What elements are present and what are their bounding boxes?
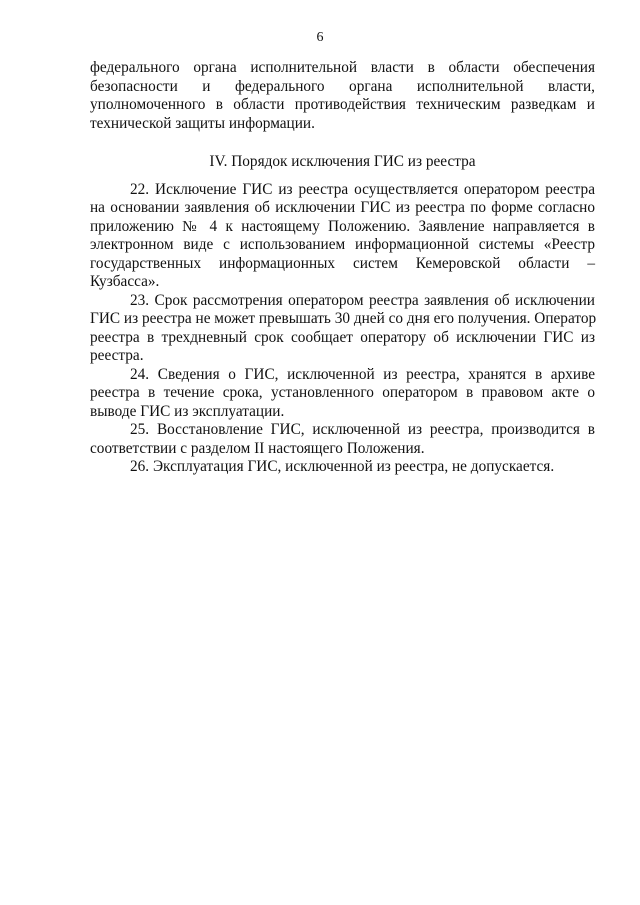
section-heading: IV. Порядок исключения ГИС из реестра <box>209 153 476 170</box>
text-line: федерального органа исполнительной власти в области обеспечения <box>90 59 595 76</box>
paragraph-25 <box>90 421 595 458</box>
paragraph-23 <box>90 292 595 366</box>
document-body <box>90 59 595 477</box>
text-line: на основании заявления об исключении ГИС из реестра по форме согласно <box>90 199 595 216</box>
text-line: уполномоченного в области противодействия техническим разведкам и <box>90 96 595 113</box>
text-line: реестра в трехдневный срок сообщает оператору об исключении ГИС из <box>90 328 595 346</box>
text-line: электронном виде с использованием информационной системы «Реестр <box>90 236 595 253</box>
text-line: выводе ГИС из эксплуатации. <box>90 402 285 420</box>
text-line: государственных информационных систем Кемеровской области – <box>90 254 595 272</box>
text-line: 23. Срок рассмотрения оператором реестра заявления об исключении <box>130 291 595 309</box>
text-line: реестра в течение срока, установленного оператором в правовом акте о <box>90 384 595 401</box>
text-line: 25. Восстановление ГИС, исключенной из реестра, производится в <box>130 421 595 438</box>
text-line: соответствии с разделом II настоящего Положения. <box>90 439 425 457</box>
intro-paragraph <box>90 59 595 133</box>
paragraph-24 <box>90 366 595 422</box>
text-line: 22. Исключение ГИС из реестра осуществляется оператором реестра <box>130 180 595 198</box>
text-line: технической защиты информации. <box>90 114 315 132</box>
text-line: реестра. <box>90 347 144 364</box>
text-line: 26. Эксплуатация ГИС, исключенной из реестра, не допускается. <box>130 458 555 475</box>
text-line: 24. Сведения о ГИС, исключенной из реестра, хранятся в архиве <box>130 365 595 383</box>
text-line: Кузбасса». <box>90 273 160 290</box>
text-line: приложению № 4 к настоящему Положению. Заявление направляется в <box>90 217 595 235</box>
text-line: ГИС из реестра не может превышать 30 дней со дня его получения. Оператор <box>90 310 597 327</box>
page-number: 6 <box>316 30 324 45</box>
text-line: безопасности и федерального органа исполнительной власти, <box>90 77 595 95</box>
paragraph-26 <box>90 458 595 477</box>
paragraph-22 <box>90 181 595 292</box>
